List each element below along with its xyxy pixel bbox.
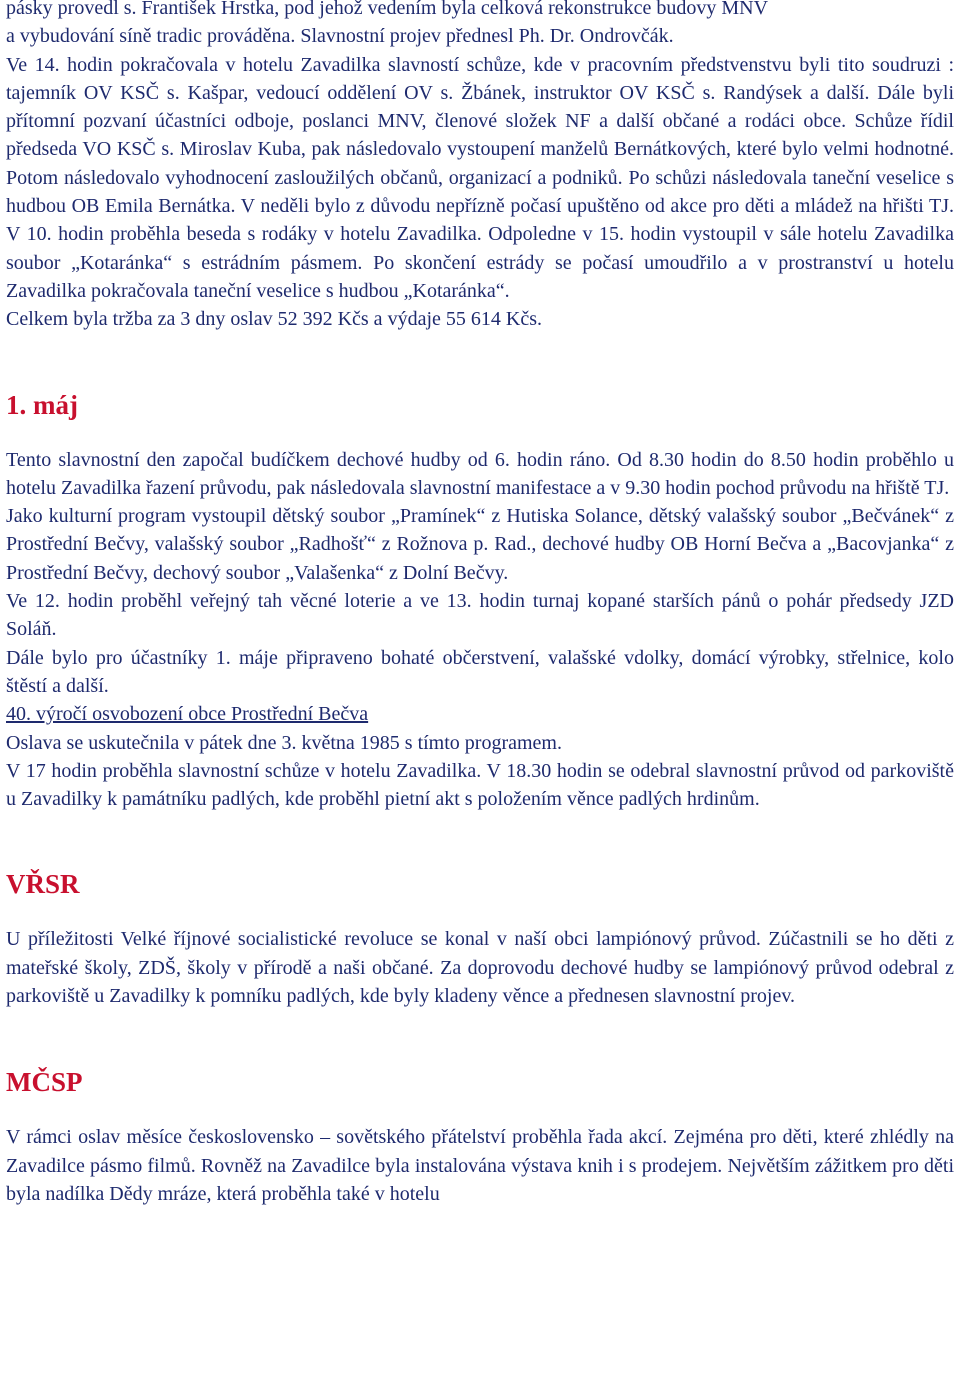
anniversary-subheading-text: 40. výročí osvobození obce Prostřední Bečva (6, 703, 369, 726)
intro-line-2: a vybudování síně tradic prováděna. Slavnostní projev přednesl Ph. Dr. Ondrovčák. (6, 25, 674, 48)
anniversary-subheading (6, 700, 954, 728)
section-1-maj (6, 446, 954, 814)
section-mcsp (6, 1123, 954, 1208)
intro-summary: Celkem byla tržba za 3 dny oslav 52 392 Kčs a výdaje 55 614 Kčs. (6, 308, 542, 331)
maj-paragraph-2: Jako kulturní program vystoupil dětský soubor „Pramínek“ z Hutiska Solance, dětský valašský soubor „Bečvánek“ z Prostřední Bečvy, valašský soubor „Radhošť“ z Rožnova p. Rad., dechové hudby OB Horní Bečva a „Bacovjanka“ z Prostřední Bečvy, dechový soubor „Valašenka“ z Dolní Bečvy. (6, 505, 954, 584)
maj-paragraph-4: Dále bylo pro účastníky 1. máje připraveno bohaté občerstvení, valašské vdolky, domácí výrobky, střelnice, kolo štěstí a další. (6, 646, 954, 697)
section-vrsr (6, 925, 954, 1010)
intro-line-1: pásky provedl s. František Hrstka, pod jehož vedením byla celková rekonstrukce budovy MNV (6, 0, 769, 19)
anniversary-paragraph-2: V 17 hodin proběhla slavnostní schůze v hotelu Zavadilka. V 18.30 hodin se odebral slavnostní průvod od parkoviště u Zavadilky k památníku padlých, kde proběhl pietní akt s položením věnce padlých hrdinům. (6, 759, 954, 811)
intro-paragraph: Ve 14. hodin pokračovala v hotelu Zavadilka slavností schůze, kde v pracovním předstvenstvu byli tito soudruzi : tajemník OV KSČ s. Kašpar, vedoucí oddělení OV s. Žbánek, instruktor OV KSČ s. Randýsek a další. Dále byli přítomní pozvaní účastníci odboje, poslanci MNV, členové složek NF a další občané a rodáci obce. Schůze řídil předseda VO KSČ s. Miroslav Kuba, pak následovalo vystoupení manželů Bernátkových, které bylo velmi hodnotné. Potom následovalo vyhodnocení zasloužilých občanů, organizací a podniků. Po schůzi následovala taneční veselice s hudbou OB Emila Bernátka. V neděli bylo z důvodu nepřízně počasí upuštěno od akce pro děti a mládež na hřišti TJ. V 10. hodin proběhla beseda s rodáky v hotelu Zavadilka. Odpoledne v 15. hodin vystoupil v sále hotelu Zavadilka soubor „Kotaránka“ s estrádním pásmem. Po skončení estrády se počasí umoudřilo a v prostranství u hotelu Zavadilka pokračovala taneční veselice s hudbou „Kotaránka“. (6, 53, 954, 302)
heading-1-maj: 1. máj (6, 389, 78, 420)
heading-vrsr: VŘSR (6, 869, 80, 900)
intro-section (6, 0, 954, 334)
vrsr-paragraph-1: U příležitosti Velké říjnové socialistické revoluce se konal v naší obci lampiónový průvod. Zúčastnili se ho děti z mateřské školy, ZDŠ, školy v přírodě a naši občané. Za doprovodu dechové hudby se lampiónový průvod odebral z parkoviště u Zavadilky k pomníku padlých, kde byly kladeny věnce a přednesen slavnostní projev. (6, 928, 954, 1008)
maj-paragraph-1: Tento slavnostní den započal budíčkem dechové hudby od 6. hodin ráno. Od 8.30 hodin do 8.50 hodin proběhlo u hotelu Zavadilka řazení průvodu, pak následovala slavnostní manifestace a v 9.30 hodin pochod průvodu na hřiště TJ. (6, 448, 954, 499)
maj-paragraph-3: Ve 12. hodin proběhl veřejný tah věcné loterie a ve 13. hodin turnaj kopané starších pánů o pohár předsedy JZD Soláň. (6, 590, 954, 641)
heading-mcsp: MČSP (6, 1067, 83, 1098)
mcsp-paragraph-1: V rámci oslav měsíce československo – sovětského přátelství proběhla řada akcí. Zejména pro děti, které zhlédly na Zavadilce pásmo filmů. Rovněž na Zavadilce byla instalována výstava knih i s prodejem. Největším zážitkem pro děti byla nadílka Dědy mráze, která proběhla také v hotelu (6, 1126, 954, 1205)
anniversary-paragraph-1: Oslava se uskutečnila v pátek dne 3. května 1985 s tímto programem. (6, 731, 562, 754)
